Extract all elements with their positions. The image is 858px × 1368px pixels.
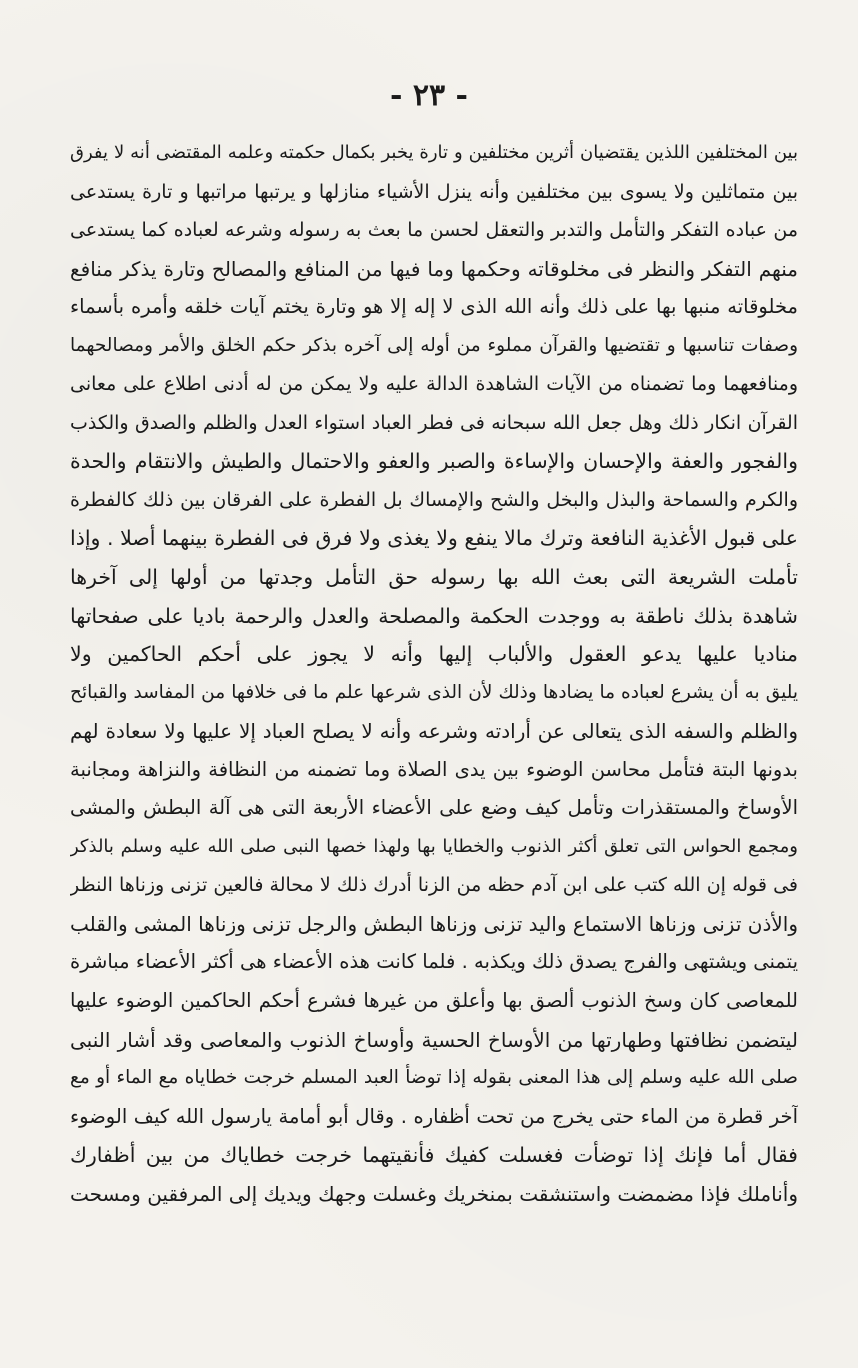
text-line: بين المختلفين اللذين يقتضيان أثرين مختلفين و تارة يخبر بكمال حكمته وعلمه المقتضى أنه لا يفرق xyxy=(70,142,798,163)
text-line: والفجور والعفة والإحسان والإساءة والصبر والعفو والاحتمال والطيش والانتقام والحدة xyxy=(70,449,798,474)
text-line: بدونها البتة فتأمل محاسن الوضوء بين يدى الصلاة وما تضمنه من النظافة والنزاهة ومجانبة xyxy=(70,757,798,781)
text-line: ومنافعهما وما تضمناه من الآيات الشاهدة الدالة عليه ولا يمكن من له أدنى اطلاع على معانى xyxy=(70,373,798,396)
text-line: شاهدة بذلك ناطقة به ووجدت الحكمة والمصلحة والعدل والرحمة باديا على صفحاتها xyxy=(70,603,798,628)
text-line: فى قوله إن الله كتب على ابن آدم حظه من الزنا أدرك ذلك لا محالة فالعين تزنى وزناها النظر xyxy=(70,874,798,897)
text-line: والأذن تزنى وزناها الاستماع واليد تزنى وزناها البطش والرجل تزنى وزناها المشى والقلب xyxy=(70,911,798,936)
text-line: ومجمع الحواس التى تعلق أكثر الذنوب والخطايا بها ولهذا خصها النبى صلى الله عليه وسلم بالذكر xyxy=(70,835,798,857)
text-line: للمعاصى كان وسخ الذنوب ألصق بها وأعلق من غيرها فشرع أحكم الحاكمين الوضوء عليها xyxy=(70,989,798,1013)
text-line: القرآن انكار ذلك وهل جعل الله سبحانه فى فطر العباد استواء العدل والظلم والصدق والكذب xyxy=(70,411,798,434)
page-number: - ٢٣ - xyxy=(389,78,469,113)
text-line: الأوساخ والمستقذرات وتأمل كيف وضع على الأعضاء الأربعة التى هى آلة البطش والمشى xyxy=(70,796,798,820)
text-line: والكرم والسماحة والبذل والبخل والشح والإمساك بل الفطرة على الفرقان بين ذلك كالفطرة xyxy=(70,488,798,511)
text-line: مناديا عليها يدعو العقول والألباب إليها وأنه لا يجوز على أحكم الحاكمين ولا xyxy=(70,642,798,667)
text-line: آخر قطرة من الماء حتى يخرج من تحت أظفاره . وقال أبو أمامة يارسول الله كيف الوضوء xyxy=(70,1104,798,1128)
body-text xyxy=(70,134,798,1213)
text-line: ليتضمن نظافتها وطهارتها من الأوساخ الحسية وأوساخ الذنوب والمعاصى وقد أشار النبى xyxy=(70,1027,798,1052)
text-line: تأملت الشريعة التى بعث الله بها رسوله حق التأمل وجدتها من أولها إلى آخرها xyxy=(70,565,798,590)
text-line: بين متماثلين ولا يسوى بين مختلفين وأنه ينزل الأشياء منازلها و يرتبها مراتبها و تارة يستدعى xyxy=(70,180,798,203)
text-line: منهم التفكر والنظر فى مخلوقاته وحكمها وما فيها من المنافع والمصالح وتارة يذكر منافع xyxy=(70,256,798,281)
text-line: مخلوقاته منبها بها على ذلك وأنه الله الذى لا إله إلا هو وتارة يختم آيات خلقه وأمره بأسماء xyxy=(70,295,798,319)
text-line: وأناملك فإذا مضمضت واستنشقت بمنخريك وغسلت وجهك ويديك إلى المرفقين ومسحت xyxy=(70,1181,798,1206)
text-line: والظلم والسفه الذى يتعالى عن أرادته وشرعه وأنه لا يصلح العباد إلا عليها ولا سعادة لهم xyxy=(70,719,798,744)
text-line: صلى الله عليه وسلم إلى هذا المعنى بقوله إذا توضأ العبد المسلم خرجت خطاياه مع الماء أو مع xyxy=(70,1067,798,1089)
text-line: من عباده التفكر والتأمل والتدبر والتعقل لحسن ما بعث به رسوله وشرعه لعباده كما يستدعى xyxy=(70,219,798,242)
text-line: وصفات تناسبها و تقتضيها والقرآن مملوء من أوله إلى آخره بذكر حكم الخلق والأمر ومصالحهما xyxy=(70,334,798,356)
text-line: يتمنى ويشتهى والفرج يصدق ذلك ويكذبه . فلما كانت هذه الأعضاء هى أكثر الأعضاء مباشرة xyxy=(70,950,798,974)
text-line: يليق به أن يشرع لعباده ما يضادها وذلك لأن الذى شرعها علم ما فى خلافها من المفاسد والقبائح xyxy=(70,681,798,703)
text-line: فقال أما فإنك إذا توضأت فغسلت كفيك فأنقيتهما خرجت خطاياك من بين أظفارك xyxy=(70,1143,798,1168)
text-line: على قبول الأغذية النافعة وترك مالا ينفع ولا يغذى ولا فرق فى الفطرة بينهما أصلا . وإذا xyxy=(70,526,798,551)
